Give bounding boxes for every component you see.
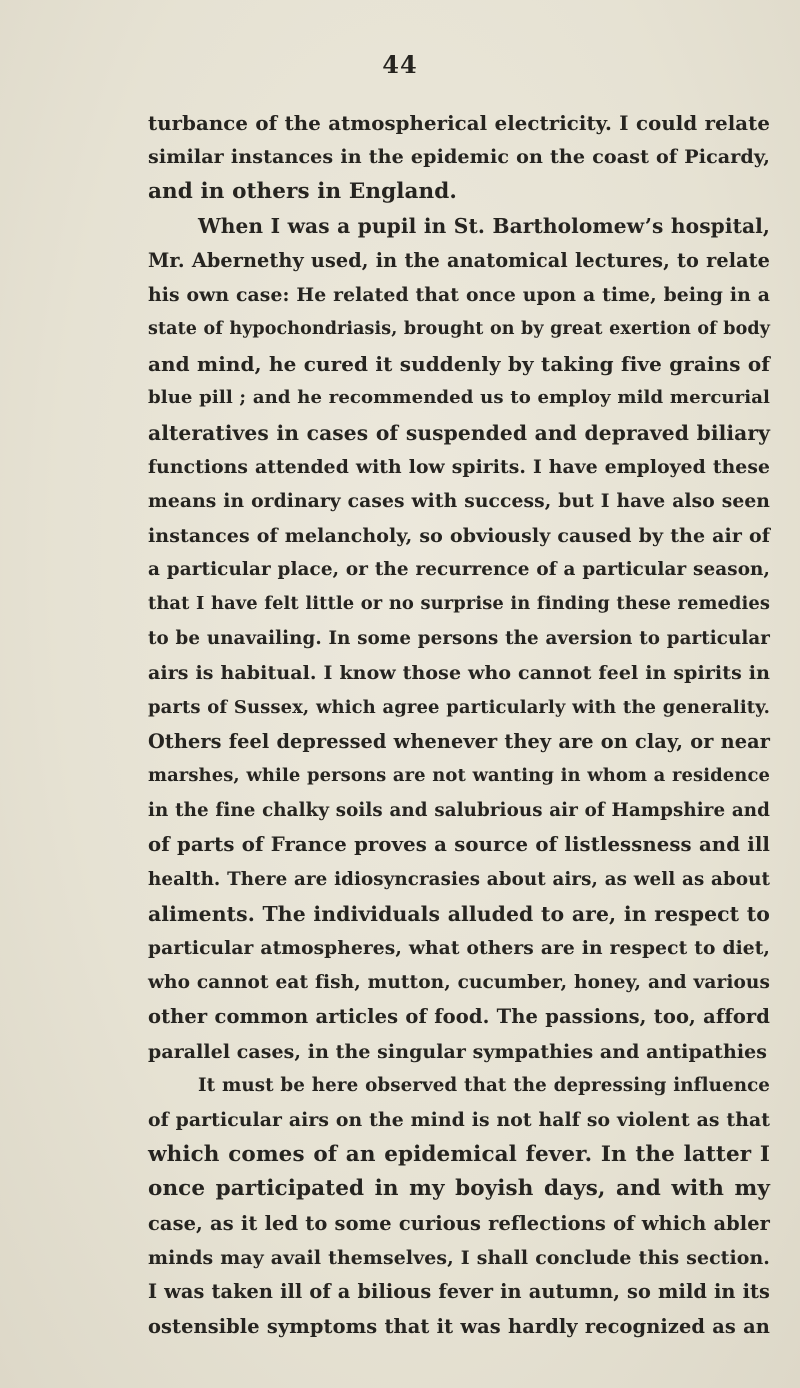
text-line: health. There are idiosyncrasies about airs, as well as about — [148, 868, 770, 890]
text-line: blue pill ; and he recommended us to employ mild mercurial — [148, 387, 770, 409]
text-line: parts of Sussex, which agree particularly with the generality. — [148, 696, 770, 718]
text-line: instances of melancholy, so obviously caused by the air of — [148, 524, 770, 547]
text-line: marshes, while persons are not wanting in whom a residence — [148, 765, 770, 787]
text-line: particular atmospheres, what others are in respect to diet, — [148, 937, 770, 960]
text-line: which comes of an epidemical fever. In the latter I — [148, 1141, 770, 1167]
text-line: minds may avail themselves, I shall conclude this section. — [148, 1246, 770, 1269]
text-line: parallel cases, in the singular sympathies and antipathies — [148, 1040, 768, 1063]
text-line: functions attended with low spirits. I have employed these — [148, 455, 770, 478]
text-line: once participated in my boyish days, and with my — [148, 1176, 770, 1202]
text-line: in the fine chalky soils and salubrious air of Hampshire and — [148, 799, 770, 821]
text-line: ostensible symptoms that it was hardly recognized as an — [148, 1314, 770, 1338]
text-line: to be unavailing. In some persons the aversion to particular — [148, 627, 770, 649]
text-line: his own case: He related that once upon a time, being in a — [148, 283, 770, 306]
text-line: It must be here observed that the depressing influence — [198, 1074, 770, 1096]
text-line: similar instances in the epidemic on the coast of Picardy, — [148, 145, 770, 169]
text-line: of parts of France proves a source of listlessness and ill — [148, 833, 770, 857]
text-line: of particular airs on the mind is not half so violent as that — [148, 1109, 770, 1132]
text-line: means in ordinary cases with success, but I have also seen — [148, 490, 770, 513]
text-line: and in others in England. — [148, 178, 457, 204]
text-line: Mr. Abernethy used, in the anatomical lectures, to relate — [148, 248, 770, 272]
text-line: a particular place, or the recurrence of a particular season, — [148, 559, 770, 581]
text-line: who cannot eat fish, mutton, cucumber, honey, and various — [148, 971, 770, 993]
text-line: airs is habitual. I know those who cannot feel in spirits in — [148, 662, 770, 685]
text-line: and mind, he cured it suddenly by taking five grains of — [148, 351, 770, 376]
text-line: Others feel depressed whenever they are on clay, or near — [148, 730, 770, 754]
text-line: state of hypochondriasis, brought on by great exertion of body — [148, 319, 770, 340]
text-line: turbance of the atmospherical electricity. I could relate — [148, 111, 770, 135]
text-line: other common articles of food. The passions, too, afford — [148, 1005, 770, 1029]
text-line: case, as it led to some curious reflections of which abler — [148, 1211, 770, 1235]
text-line: that I have felt little or no surprise in finding these remedies — [148, 593, 770, 615]
text-line: When I was a pupil in St. Bartholomew’s hospital, — [198, 214, 770, 239]
text-line: I was taken ill of a bilious fever in autumn, so mild in its — [148, 1280, 770, 1304]
body-text — [148, 106, 770, 1344]
text-line: alteratives in cases of suspended and depraved biliary — [148, 420, 770, 445]
page-number: 44 — [382, 50, 418, 79]
text-line: aliments. The individuals alluded to are, in respect to — [148, 901, 770, 926]
